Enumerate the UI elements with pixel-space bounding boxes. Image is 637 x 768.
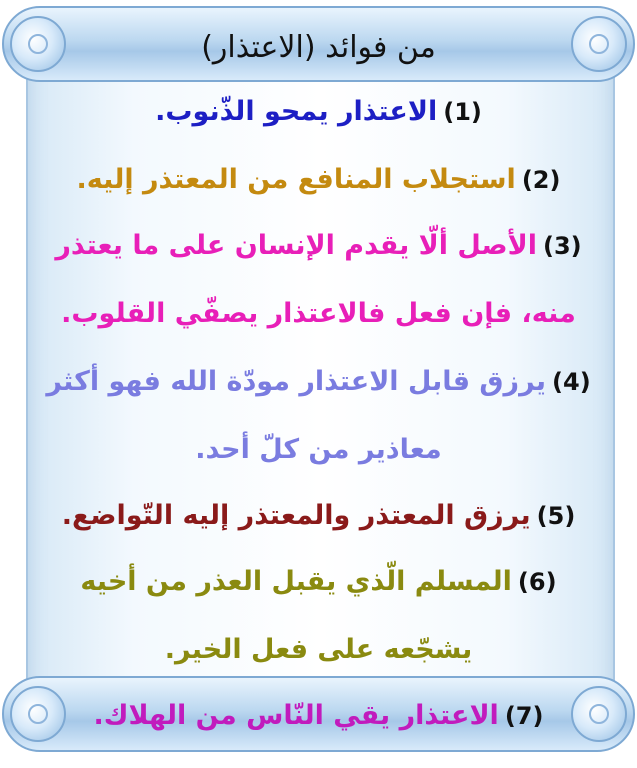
list-item	[40, 700, 597, 731]
item-number: (5)	[536, 502, 576, 530]
list-item	[40, 164, 597, 195]
item-number: (7)	[504, 702, 544, 730]
list-item	[40, 366, 597, 397]
list-item	[40, 96, 597, 127]
item-text: الأصل ألّا يقدم الإنسان على ما يعتذر	[55, 230, 537, 261]
item-number: (1)	[443, 98, 482, 126]
list-item-continuation	[40, 434, 597, 465]
item-number: (2)	[521, 166, 561, 194]
item-text: الاعتذار يقي النّاس من الهلاك.	[93, 700, 499, 731]
list-item	[40, 500, 597, 531]
page-title: من فوائد (الاعتذار)	[201, 30, 436, 65]
item-text: منه، فإن فعل فالاعتذار يصفّي القلوب.	[61, 298, 576, 329]
list-item	[40, 230, 597, 261]
item-number: (3)	[542, 232, 582, 260]
item-text: المسلم الّذي يقبل العذر من أخيه	[80, 566, 512, 597]
list-item	[40, 566, 597, 597]
item-number: (6)	[517, 568, 557, 596]
item-text: الاعتذار يمحو الذّنوب.	[155, 96, 438, 127]
item-text: معاذير من كلّ أحد.	[195, 434, 442, 465]
item-number: (4)	[552, 368, 591, 396]
list-item-continuation	[40, 634, 597, 665]
item-text: استجلاب المنافع من المعتذر إليه.	[76, 164, 516, 195]
item-text: يشجّعه على فعل الخير.	[164, 634, 473, 665]
item-text: يرزق قابل الاعتذار مودّة الله فهو أكثر	[46, 366, 547, 397]
list-item-continuation	[40, 298, 597, 329]
item-text: يرزق المعتذر والمعتذر إليه التّواضع.	[61, 500, 531, 531]
